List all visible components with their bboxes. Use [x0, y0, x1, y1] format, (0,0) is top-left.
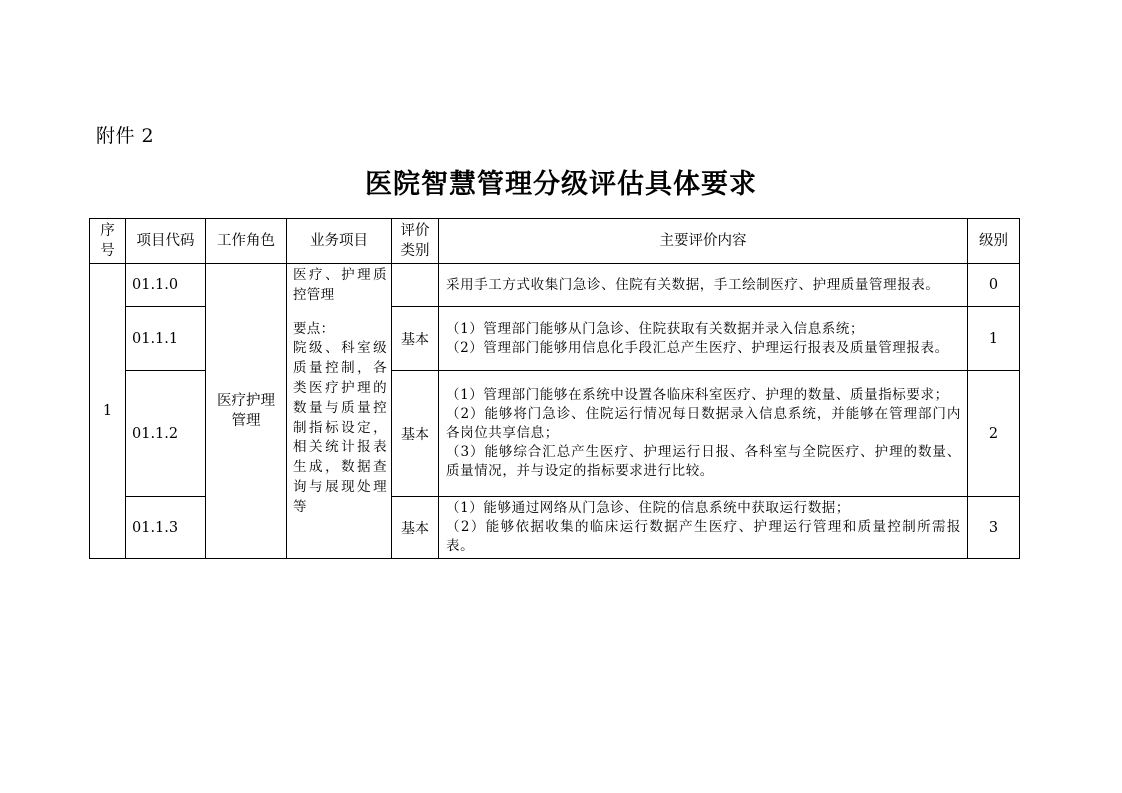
- level-cell: 3: [968, 497, 1020, 559]
- business-title: 医疗、护理质控管理: [293, 267, 387, 303]
- business-cell: [287, 264, 392, 559]
- header-level: 级别: [968, 219, 1020, 264]
- code-cell: 01.1.3: [126, 497, 206, 559]
- role-line-2: 管理: [231, 413, 261, 429]
- eval-type-cell: 基本: [392, 497, 439, 559]
- attachment-label: 附件 2: [96, 125, 155, 147]
- level-cell: 1: [968, 307, 1020, 371]
- content-cell: [439, 307, 968, 371]
- role-cell: [206, 264, 287, 559]
- code-cell: 01.1.1: [126, 307, 206, 371]
- header-eval-type: [392, 219, 439, 264]
- content-item: （2）能够将门急诊、住院运行情况每日数据录入信息系统，并能够在管理部门内各岗位共享信息；: [446, 406, 961, 441]
- level-cell: 0: [968, 264, 1020, 307]
- content-cell: [439, 264, 968, 307]
- header-code: 项目代码: [126, 219, 206, 264]
- eval-type-cell: [392, 264, 439, 307]
- content-item: 采用手工方式收集门急诊、住院有关数据，手工绘制医疗、护理质量管理报表。: [446, 276, 940, 293]
- content-item: （3）能够综合汇总产生医疗、护理运行日报、各科室与全院医疗、护理的数量、质量情况，并与设定的指标要求进行比较。: [446, 444, 961, 479]
- content-item: （1）能够通过网络从门急诊、住院的信息系统中获取运行数据；: [446, 500, 850, 516]
- header-role: 工作角色: [206, 219, 287, 264]
- header-seq: [90, 219, 126, 264]
- eval-type-cell: 基本: [392, 307, 439, 371]
- header-seq-line-2: 号: [100, 243, 115, 259]
- table-row: [90, 264, 1020, 307]
- document-title: 医院智慧管理分级评估具体要求: [365, 169, 757, 200]
- content-item: （1）管理部门能够在系统中设置各临床科室医疗、护理的数量、质量指标要求；: [446, 387, 949, 403]
- header-business: 业务项目: [287, 219, 392, 264]
- requirements-table: [89, 218, 1020, 559]
- code-cell: 01.1.2: [126, 371, 206, 497]
- content-item: （2）管理部门能够用信息化手段汇总产生医疗、护理运行报表及质量管理报表。: [446, 339, 949, 356]
- content-item: （1）管理部门能够从门急诊、住院获取有关数据并录入信息系统；: [446, 320, 865, 337]
- role-line-1: 医疗护理: [217, 393, 275, 409]
- table-header-row: [90, 219, 1020, 264]
- content-cell: [439, 371, 968, 497]
- header-eval-type-line-1: 评价: [400, 223, 430, 239]
- level-cell: 2: [968, 371, 1020, 497]
- header-eval-type-line-2: 类别: [400, 243, 430, 259]
- seq-cell: 1: [90, 264, 126, 559]
- business-points-label: 要点：: [293, 320, 335, 337]
- header-seq-line-1: 序: [100, 223, 115, 239]
- eval-type-cell: 基本: [392, 371, 439, 497]
- content-item: （2）能够依据收集的临床运行数据产生医疗、护理运行管理和质量控制所需报表。: [446, 519, 961, 554]
- content-cell: [439, 497, 968, 559]
- code-cell: 01.1.0: [126, 264, 206, 307]
- business-points: 院级、科室级质量控制，各类医疗护理的数量与质量控制指标设定，相关统计报表生成，数据查询与展现处理等: [293, 340, 387, 515]
- header-content: 主要评价内容: [439, 219, 968, 264]
